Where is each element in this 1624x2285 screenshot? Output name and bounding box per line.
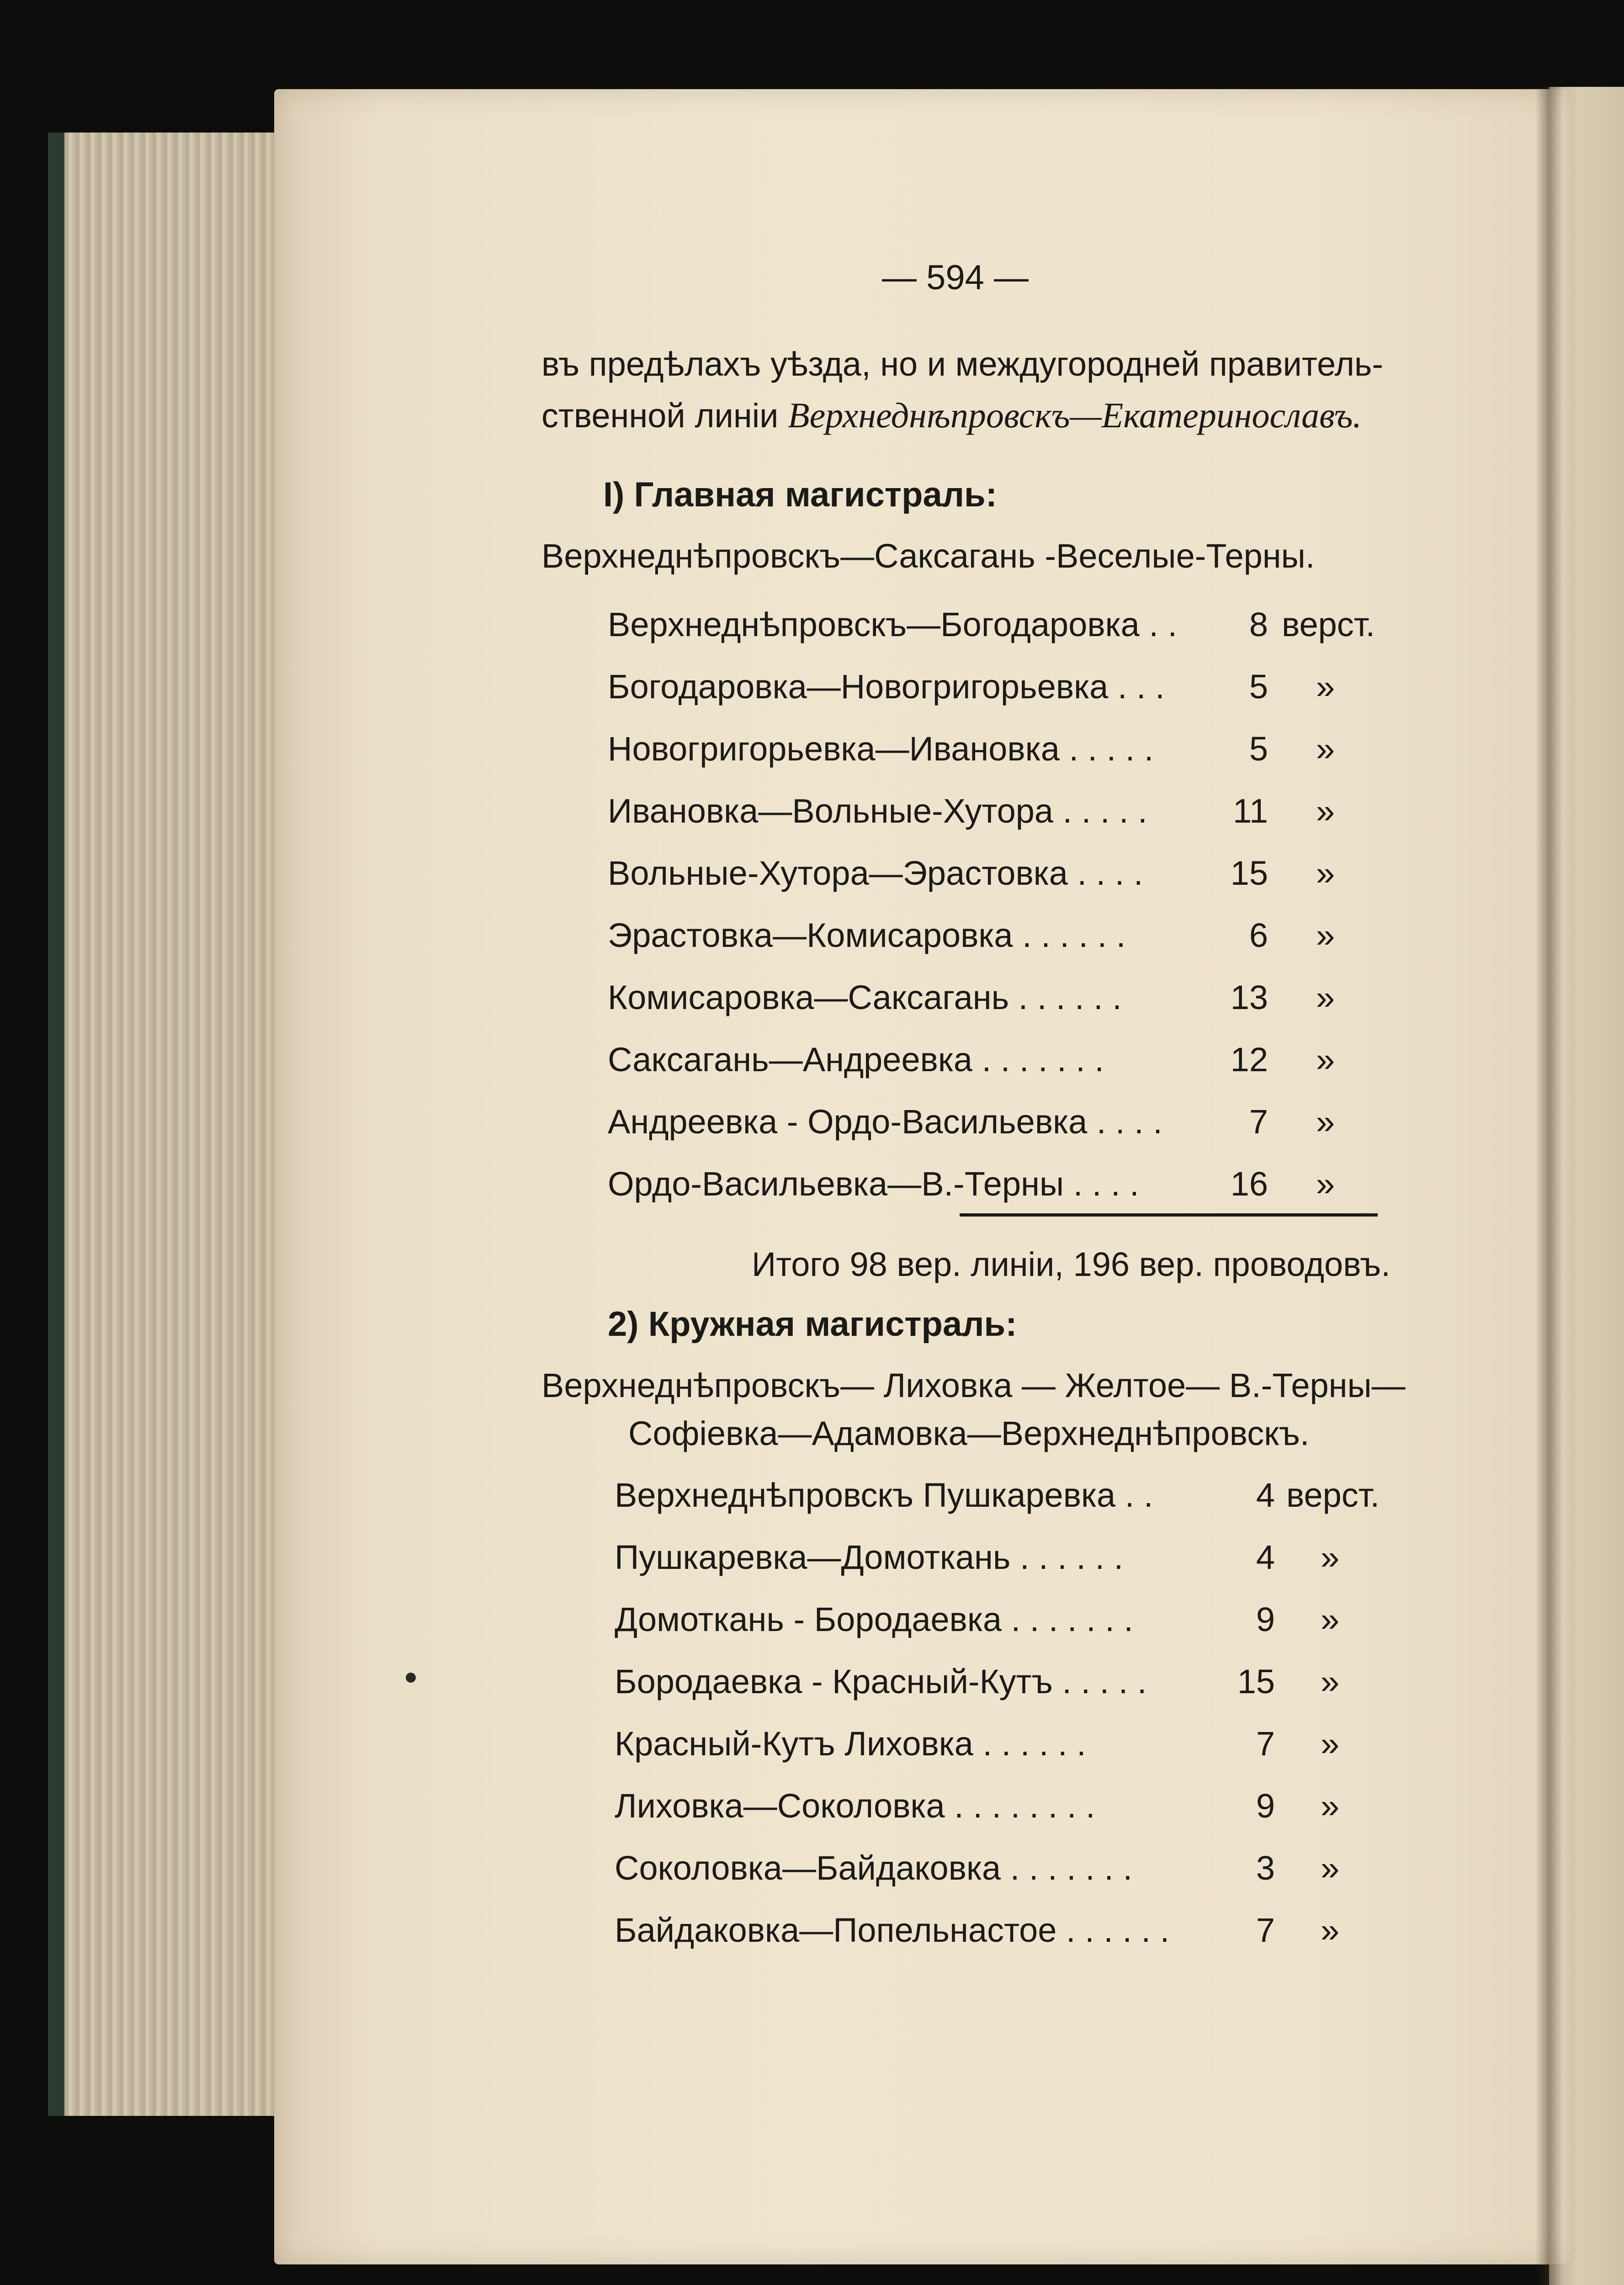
intro-line-1: въ предѣлахъ уѣзда, но и междугородней правитель- — [541, 345, 1384, 383]
section-1-row-value: 5 — [1249, 668, 1268, 706]
section-2-row-name: Байдаковка—Попельнастое . . . . . . — [615, 1911, 1170, 1949]
section-2-row-unit: » — [1321, 1787, 1340, 1825]
section-2-row-value: 4 — [1256, 1476, 1275, 1514]
section-2-route-line-1: Верхнеднѣпровскъ— Лиховка — Желтое— В.-Терны— — [541, 1366, 1406, 1404]
section-2-heading: 2) Кружная магистраль: — [608, 1305, 1017, 1344]
section-2-row-value: 15 — [1237, 1663, 1275, 1700]
section-1-row-name: Ордо-Васильевка—В.-Терны . . . . — [608, 1165, 1139, 1203]
section-2-row-name: Красный-Кутъ Лиховка . . . . . . — [615, 1725, 1086, 1763]
section-1-row-value: 13 — [1230, 978, 1268, 1016]
section-2-row-unit: » — [1321, 1911, 1340, 1949]
section-1-row-unit: » — [1316, 792, 1335, 830]
section-2-row-unit: верст. — [1286, 1476, 1380, 1514]
section-2-row-unit: » — [1321, 1538, 1340, 1576]
section-1-row-unit: верст. — [1282, 606, 1375, 643]
section-2-row-value: 4 — [1256, 1538, 1275, 1576]
section-2-row-name: Домоткань - Бородаевка . . . . . . . — [615, 1600, 1133, 1638]
section-2-row-value: 9 — [1256, 1787, 1275, 1825]
section-2-row-unit: » — [1321, 1725, 1340, 1763]
section-1-row-unit: » — [1316, 668, 1335, 706]
section-1-heading: І) Главная магистраль: — [603, 475, 998, 514]
section-1-row-unit: » — [1316, 916, 1335, 954]
section-2-row-value: 7 — [1256, 1725, 1275, 1763]
total-rule — [960, 1213, 1378, 1217]
section-1-row-name: Эрастовка—Комисаровка . . . . . . — [608, 916, 1126, 954]
section-2-row-name: Соколовка—Байдаковка . . . . . . . — [615, 1849, 1133, 1887]
section-1-row-value: 8 — [1249, 606, 1268, 643]
ink-spot — [406, 1673, 416, 1683]
section-1-total: Итого 98 вер. линіи, 196 вер. проводовъ. — [752, 1245, 1390, 1283]
section-1-row-value: 11 — [1233, 792, 1268, 830]
section-1-row-name: Андреевка - Ордо-Васильевка . . . . — [608, 1103, 1162, 1141]
section-1-row-value: 7 — [1249, 1103, 1268, 1141]
section-1-row-name: Саксагань—Андреевка . . . . . . . — [608, 1041, 1104, 1079]
section-1-row-unit: » — [1316, 1041, 1335, 1079]
section-1-row-unit: » — [1316, 730, 1335, 768]
section-1-route: Верхнеднѣпровскъ—Саксагань -Веселые-Терны. — [541, 537, 1315, 575]
section-2-row-name: Верхнеднѣпровскъ Пушкаревка . . — [615, 1476, 1153, 1514]
section-2-row-value: 3 — [1256, 1849, 1275, 1887]
section-1-row-name: Комисаровка—Саксагань . . . . . . — [608, 978, 1122, 1016]
section-1-row-name: Ивановка—Вольные-Хутора . . . . . — [608, 792, 1147, 830]
intro-line-2 — [541, 395, 1362, 435]
section-1-row-name: Новогригорьевка—Ивановка . . . . . — [608, 730, 1154, 768]
section-1-row-value: 15 — [1230, 854, 1268, 892]
section-1-row-unit: » — [1316, 1103, 1335, 1141]
section-1-row-unit: » — [1316, 1165, 1335, 1203]
intro-line-2-text: ственной линіи — [541, 397, 788, 435]
section-2-route-line-2: Софіевка—Адамовка—Верхнеднѣпровскъ. — [628, 1414, 1310, 1452]
section-2-row-name: Лиховка—Соколовка . . . . . . . . — [615, 1787, 1095, 1825]
section-1-row-value: 6 — [1249, 916, 1268, 954]
section-2-row-name: Бородаевка - Красный-Кутъ . . . . . — [615, 1663, 1147, 1700]
page-number: — 594 — — [882, 258, 1029, 297]
section-2-row-unit: » — [1321, 1849, 1340, 1887]
intro-line-2-italic: Верхнеднѣпровскъ—Екатеринославъ. — [788, 395, 1362, 435]
section-2-row-unit: » — [1321, 1663, 1340, 1700]
section-2-row-name: Пушкаревка—Домоткань . . . . . . — [615, 1538, 1124, 1576]
section-1-row-value: 5 — [1249, 730, 1268, 768]
section-1-row-name: Богодаровка—Новогригорьевка . . . — [608, 668, 1165, 706]
section-1-row-value: 16 — [1230, 1165, 1268, 1203]
section-1-row-name: Вольные-Хутора—Эрастовка . . . . — [608, 854, 1143, 892]
section-1-row-value: 12 — [1230, 1041, 1268, 1079]
section-1-row-name: Верхнеднѣпровскъ—Богодаровка . . — [608, 606, 1178, 643]
section-2-row-value: 9 — [1256, 1600, 1275, 1638]
section-2-row-value: 7 — [1256, 1911, 1275, 1949]
section-1-row-unit: » — [1316, 978, 1335, 1016]
section-2-row-unit: » — [1321, 1600, 1340, 1638]
section-1-row-unit: » — [1316, 854, 1335, 892]
